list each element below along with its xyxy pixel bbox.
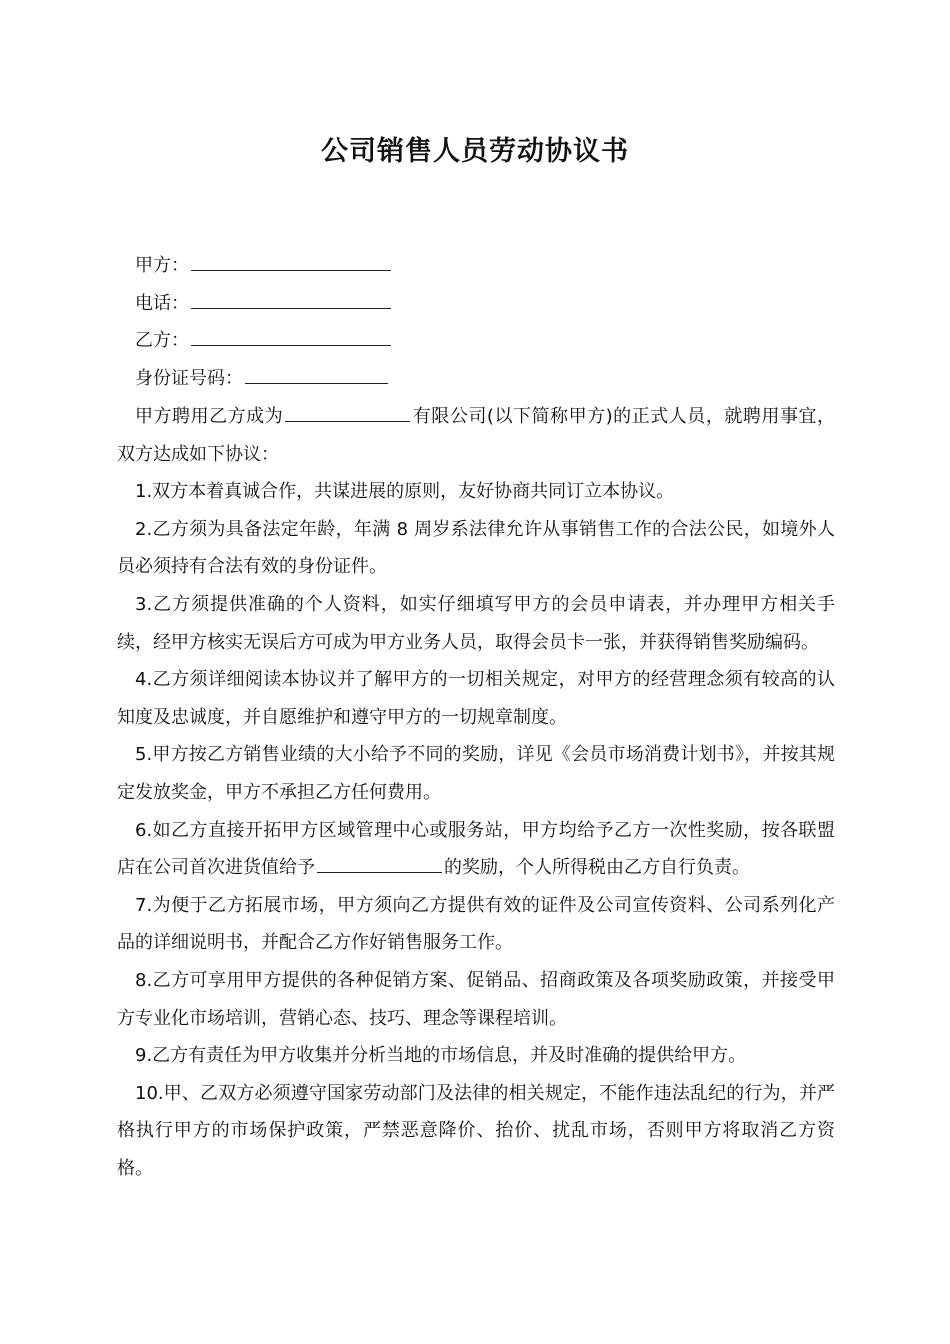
clause-8: 8.乙方可享用甲方提供的各种促销方案、促销品、招商政策及各项奖励政策，并接受甲方专业化市场培训，营销心态、技巧、理念等课程培训。 (117, 969, 835, 1029)
intro-text-after: 有限公司(以下简称甲方)的正式人员，就聘用事宜，双方达成如下协议： (117, 406, 836, 465)
party-fields (135, 248, 391, 398)
clause-7: 7.为便于乙方拓展市场，甲方须向乙方提供有效的证件及公司宣传资料、公司系列化产品的详细说明书，并配合乙方作好销售服务工作。 (117, 894, 835, 954)
clause-2: 2.乙方须为具备法定年龄，年满 8 周岁系法律允许从事销售工作的合法公民，如境外人员必须持有合法有效的身份证件。 (117, 518, 835, 578)
phone-field (135, 286, 391, 324)
party-a-blank[interactable] (191, 248, 391, 271)
id-number-field (135, 361, 391, 399)
reward-amount-blank[interactable] (317, 850, 442, 873)
intro-paragraph (117, 398, 835, 473)
clause-10: 10.甲、乙双方必须遵守国家劳动部门及法律的相关规定，不能作违法乱纪的行为，并严格执行甲方的市场保护政策，严禁恶意降价、抬价、扰乱市场，否则甲方将取消乙方资格。 (117, 1082, 835, 1179)
phone-label: 电话： (135, 292, 189, 314)
party-a-field (135, 248, 391, 286)
document-title: 公司销售人员劳动协议书 (321, 136, 629, 167)
id-number-label: 身份证号码： (135, 367, 243, 389)
clause-6-text-after: 的奖励，个人所得税由乙方自行负责。 (444, 857, 750, 879)
clause-9: 9.乙方有责任为甲方收集并分析当地的市场信息，并及时准确的提供给甲方。 (135, 1045, 747, 1067)
clause-3: 3.乙方须提供准确的个人资料，如实仔细填写甲方的会员申请表，并办理甲方相关手续，经甲方核实无误后方可成为甲方业务人员，取得会员卡一张，并获得销售奖励编码。 (117, 593, 835, 653)
party-b-field (135, 323, 391, 361)
company-name-blank[interactable] (285, 399, 410, 422)
clause-6 (117, 812, 835, 887)
clause-6-text-before: 6.如乙方直接开拓甲方区域管理中心或服务站，甲方均给予乙方一次性奖励，按各联盟店在公司首次进货值给予 (117, 819, 835, 879)
clause-5: 5.甲方按乙方销售业绩的大小给予不同的奖励，详见《会员市场消费计划书》，并按其规定发放奖金，甲方不承担乙方任何费用。 (117, 744, 835, 803)
party-b-label: 乙方： (135, 330, 189, 352)
clause-1: 1.双方本着真诚合作，共谋进展的原则，友好协商共同订立本协议。 (135, 481, 675, 503)
phone-blank[interactable] (191, 286, 391, 309)
intro-text-before: 甲方聘用乙方成为 (135, 406, 284, 427)
id-number-blank[interactable] (245, 361, 388, 384)
clause-4: 4.乙方须详细阅读本协议并了解甲方的一切相关规定，对甲方的经营理念须有较高的认知度及忠诚度，并自愿维护和遵守甲方的一切规章制度。 (117, 669, 835, 728)
party-a-label: 甲方： (135, 255, 189, 276)
party-b-blank[interactable] (191, 323, 391, 346)
agreement-body (117, 398, 835, 1187)
